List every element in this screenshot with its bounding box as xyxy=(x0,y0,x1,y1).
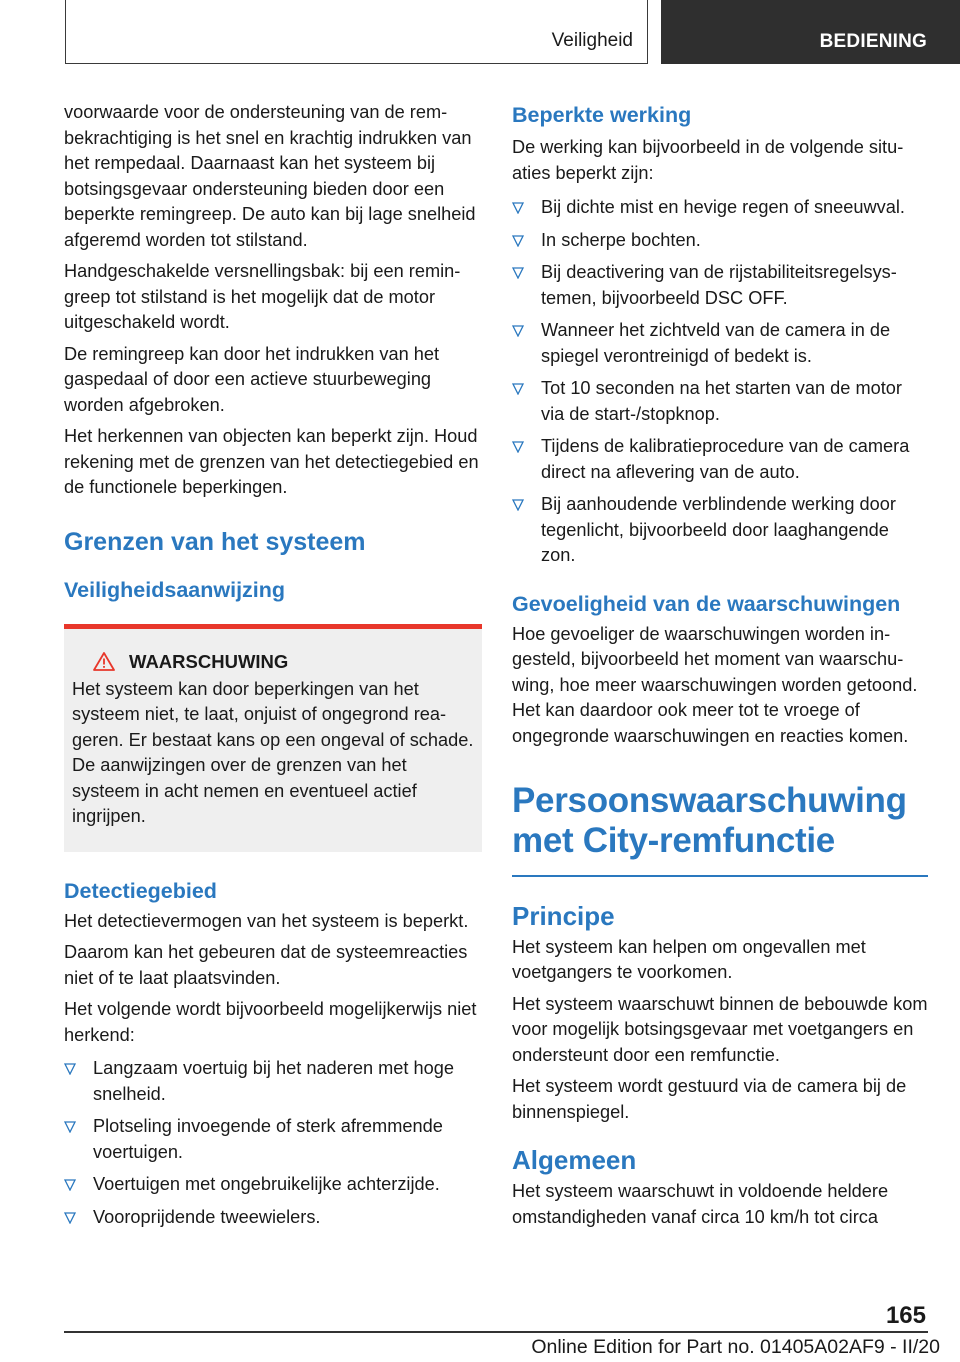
paragraph: Het systeem kan helpen om ongevallen met voetgangers te voorkomen. xyxy=(512,936,866,982)
list-item: In scherpe bochten. xyxy=(512,228,928,254)
paragraph: Het systeem waarschuwt in voldoende heldere omstandigheden vanaf circa 10 km/h tot circa xyxy=(512,1181,889,1227)
left-column xyxy=(64,100,482,1237)
triangle-bullet-icon xyxy=(512,325,524,337)
paragraph: Hoe gevoeliger de waarschuwingen worden ingesteld, bijvoorbeeld het moment van waarschuwing, hoe meer waarschuwingen worden getoond. Het kan daardoor ook meer tot te vroege of ongegronde waarschuwingen en reacties komen. xyxy=(512,623,918,746)
bullet-list-detectie xyxy=(64,1056,482,1230)
right-column xyxy=(512,100,928,1236)
list-item: Bij deactivering van de rijstabiliteitsregelsystemen, bijvoorbeeld DSC OFF. xyxy=(512,260,928,311)
header-chapter-tab xyxy=(661,0,960,64)
footer-edition: Online Edition for Part no. 01405A02AF9 - II/20 xyxy=(531,1336,940,1358)
paragraph: Het detectievermogen van het systeem is beperkt. xyxy=(64,910,469,931)
bullet-list-beperkte-werking xyxy=(512,195,928,569)
subheading-veiligheid: Veiligheidsaanwijzing xyxy=(64,577,286,602)
paragraph: Daarom kan het gebeuren dat de systeemreacties niet of te laat plaatsvinden. xyxy=(64,942,468,988)
paragraph: Het volgende wordt bijvoorbeeld mogelijkerwijs niet herkend: xyxy=(64,999,477,1045)
paragraph: De remingreep kan door het indrukken van het gaspedaal of door een actieve stuurbeweging worden afgebroken. xyxy=(64,343,440,415)
subheading-beperkte-werking: Beperkte werking xyxy=(512,103,692,127)
list-item: Tijdens de kalibratieprocedure van de camera direct na aflevering van de auto. xyxy=(512,434,928,485)
footer-divider xyxy=(64,1331,928,1333)
triangle-bullet-icon xyxy=(64,1212,76,1224)
warning-title xyxy=(72,651,474,673)
triangle-bullet-icon xyxy=(512,499,524,511)
heading-divider xyxy=(512,875,928,877)
list-item: Plotseling invoegende of sterk afremmende voertuigen. xyxy=(64,1114,482,1165)
list-item: Vooroprijdende tweewielers. xyxy=(64,1205,482,1231)
triangle-bullet-icon xyxy=(512,235,524,247)
triangle-bullet-icon xyxy=(512,267,524,279)
list-item: Voertuigen met ongebruikelijke achterzijde. xyxy=(64,1172,482,1198)
list-item: Bij dichte mist en hevige regen of sneeuwval. xyxy=(512,195,928,221)
warning-title-text: WAARSCHUWING xyxy=(129,650,289,672)
paragraph: Handgeschakelde versnellingsbak: bij een remingreep tot stilstand is het mogelijk dat de motor uitgeschakeld wordt. xyxy=(64,261,461,332)
section-heading-algemeen: Algemeen xyxy=(512,1145,637,1175)
triangle-bullet-icon xyxy=(64,1121,76,1133)
triangle-bullet-icon xyxy=(64,1179,76,1191)
list-item: Wanneer het zichtveld van de camera in de spiegel verontreinigd of bedekt is. xyxy=(512,318,928,369)
triangle-bullet-icon xyxy=(64,1063,76,1075)
chapter-heading-persoonswaarschuwing: Persoonswaarschuwing met City-remfunctie xyxy=(512,781,907,860)
triangle-bullet-icon xyxy=(512,383,524,395)
triangle-bullet-icon xyxy=(512,202,524,214)
paragraph: Het herkennen van objecten kan beperkt zijn. Houd rekening met de grenzen van het detectiegebied en de functionele beperkingen. xyxy=(64,426,479,497)
triangle-bullet-icon xyxy=(512,441,524,453)
warning-triangle-icon xyxy=(93,652,115,671)
subheading-gevoeligheid: Gevoeligheid van de waarschuwingen xyxy=(512,591,901,616)
paragraph: De werking kan bijvoorbeeld in de volgende situaties beperkt zijn: xyxy=(512,137,904,183)
list-item: Bij aanhoudende verblindende werking door tegenlicht, bijvoorbeeld door laaghangende zon. xyxy=(512,492,928,569)
section-heading-principe: Principe xyxy=(512,900,615,931)
list-item: Tot 10 seconden na het starten van de motor via de start-/stopknop. xyxy=(512,376,928,427)
warning-text: Het systeem kan door beperkingen van het systeem niet, te laat, onjuist of ongegrond reageren. Er bestaat kans op een ongeval of schade. De aanwijzingen over de grenzen van het systeem in acht nemen en eventueel actief ingrijpen. xyxy=(72,678,474,826)
chapter-title: BEDIENING xyxy=(819,31,927,52)
section-title: Veiligheid xyxy=(551,30,633,51)
paragraph: Het systeem waarschuwt binnen de bebouwde kom voor mogelijk botsingsgevaar met voetgangers en ondersteunt door een remfunctie. xyxy=(512,993,928,1065)
list-item: Langzaam voertuig bij het naderen met hoge snelheid. xyxy=(64,1056,482,1107)
paragraph: voorwaarde voor de ondersteuning van de rembekrachtiging is het snel en krachtig indrukken van het rempedaal. Daarnaast kan het systeem bij botsingsgevaar ondersteuning bieden door een beperkte remingreep. De auto kan bij lage snelheid afgeremd worden tot stilstand. xyxy=(64,102,476,250)
section-heading-grenzen: Grenzen van het systeem xyxy=(64,527,366,556)
subheading-detectie: Detectiegebied xyxy=(64,878,217,903)
page-number: 165 xyxy=(885,1302,926,1329)
warning-box xyxy=(64,624,482,852)
paragraph: Het systeem wordt gestuurd via de camera bij de binnenspiegel. xyxy=(512,1076,907,1122)
header-section-tab xyxy=(65,0,648,64)
